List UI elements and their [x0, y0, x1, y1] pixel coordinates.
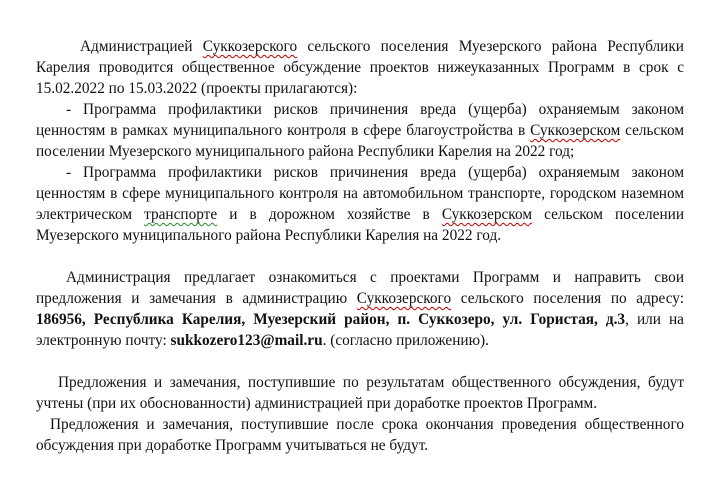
intro-text-2: сельского поселения Муезерского района Республики Карелия проводится общественное обсуждение проектов нижеуказанных Программ в срок с 15.02.2022 по 15.03.2022 (проекты прилагаются): — [36, 38, 684, 97]
item1-text-1: - Программа профилактики рисков причинения вреда (ущерба) охраняемым законом ценностям в рамках муниципального контроля в сфере благоустройства в — [36, 101, 684, 139]
item1-settlement-name: Суккозерском — [530, 122, 621, 139]
offer-text-2: сельского поселения по адресу: — [451, 290, 684, 307]
program-item-1 — [36, 99, 684, 162]
intro-paragraph — [36, 36, 684, 99]
postal-address: 186956, Республика Карелия, Муезерский район, п. Суккозеро, ул. Гористая, д.3 — [36, 311, 626, 328]
item2-text-2: и в дорожном хозяйстве в — [217, 206, 442, 223]
email-address[interactable]: sukkozero123@mail.ru — [170, 332, 323, 349]
received-text: Предложения и замечания, поступившие по результатам общественного обсуждения, будут учтены (при их обоснованности) администрацией при доработке проектов Программ. — [36, 374, 684, 412]
item2-transport-word: транспорте — [144, 206, 218, 223]
offer-text-1: Администрация предлагает ознакомиться с проектами Программ и направить свои предложения и замечания в администрацию — [36, 269, 684, 307]
program-item-2 — [36, 162, 684, 246]
offer-settlement-name: Суккозерского — [356, 290, 452, 307]
intro-text-1: Администрацией — [80, 38, 203, 55]
item2-text-1: - Программа профилактики рисков причинения вреда (ущерба) охраняемым законом ценностям в сфере муниципального контроля на автомобильном транспорте, городском наземном электрическом — [36, 164, 684, 223]
item1-text-2: сельском поселении Муезерского муниципального района Республики Карелия на 2022 год; — [36, 122, 684, 160]
document-body — [36, 36, 684, 456]
paragraph-spacer — [36, 351, 684, 372]
offer-text-4: . (согласно приложению). — [322, 332, 489, 349]
offer-paragraph — [36, 267, 684, 351]
intro-settlement-name: Суккозерского — [202, 38, 298, 55]
offer-text-3: , или на электронную почту: — [36, 311, 684, 349]
late-text: Предложения и замечания, поступившие после срока окончания проведения общественного обсуждения при доработке Программ учитываться не будут. — [36, 416, 684, 454]
paragraph-spacer — [36, 246, 684, 267]
item2-settlement-name: Суккозерском — [441, 206, 532, 223]
late-paragraph — [36, 414, 684, 456]
received-paragraph — [36, 372, 684, 414]
item2-text-3: сельском поселении Муезерского муниципального района Республики Карелия на 2022 год. — [36, 206, 684, 244]
